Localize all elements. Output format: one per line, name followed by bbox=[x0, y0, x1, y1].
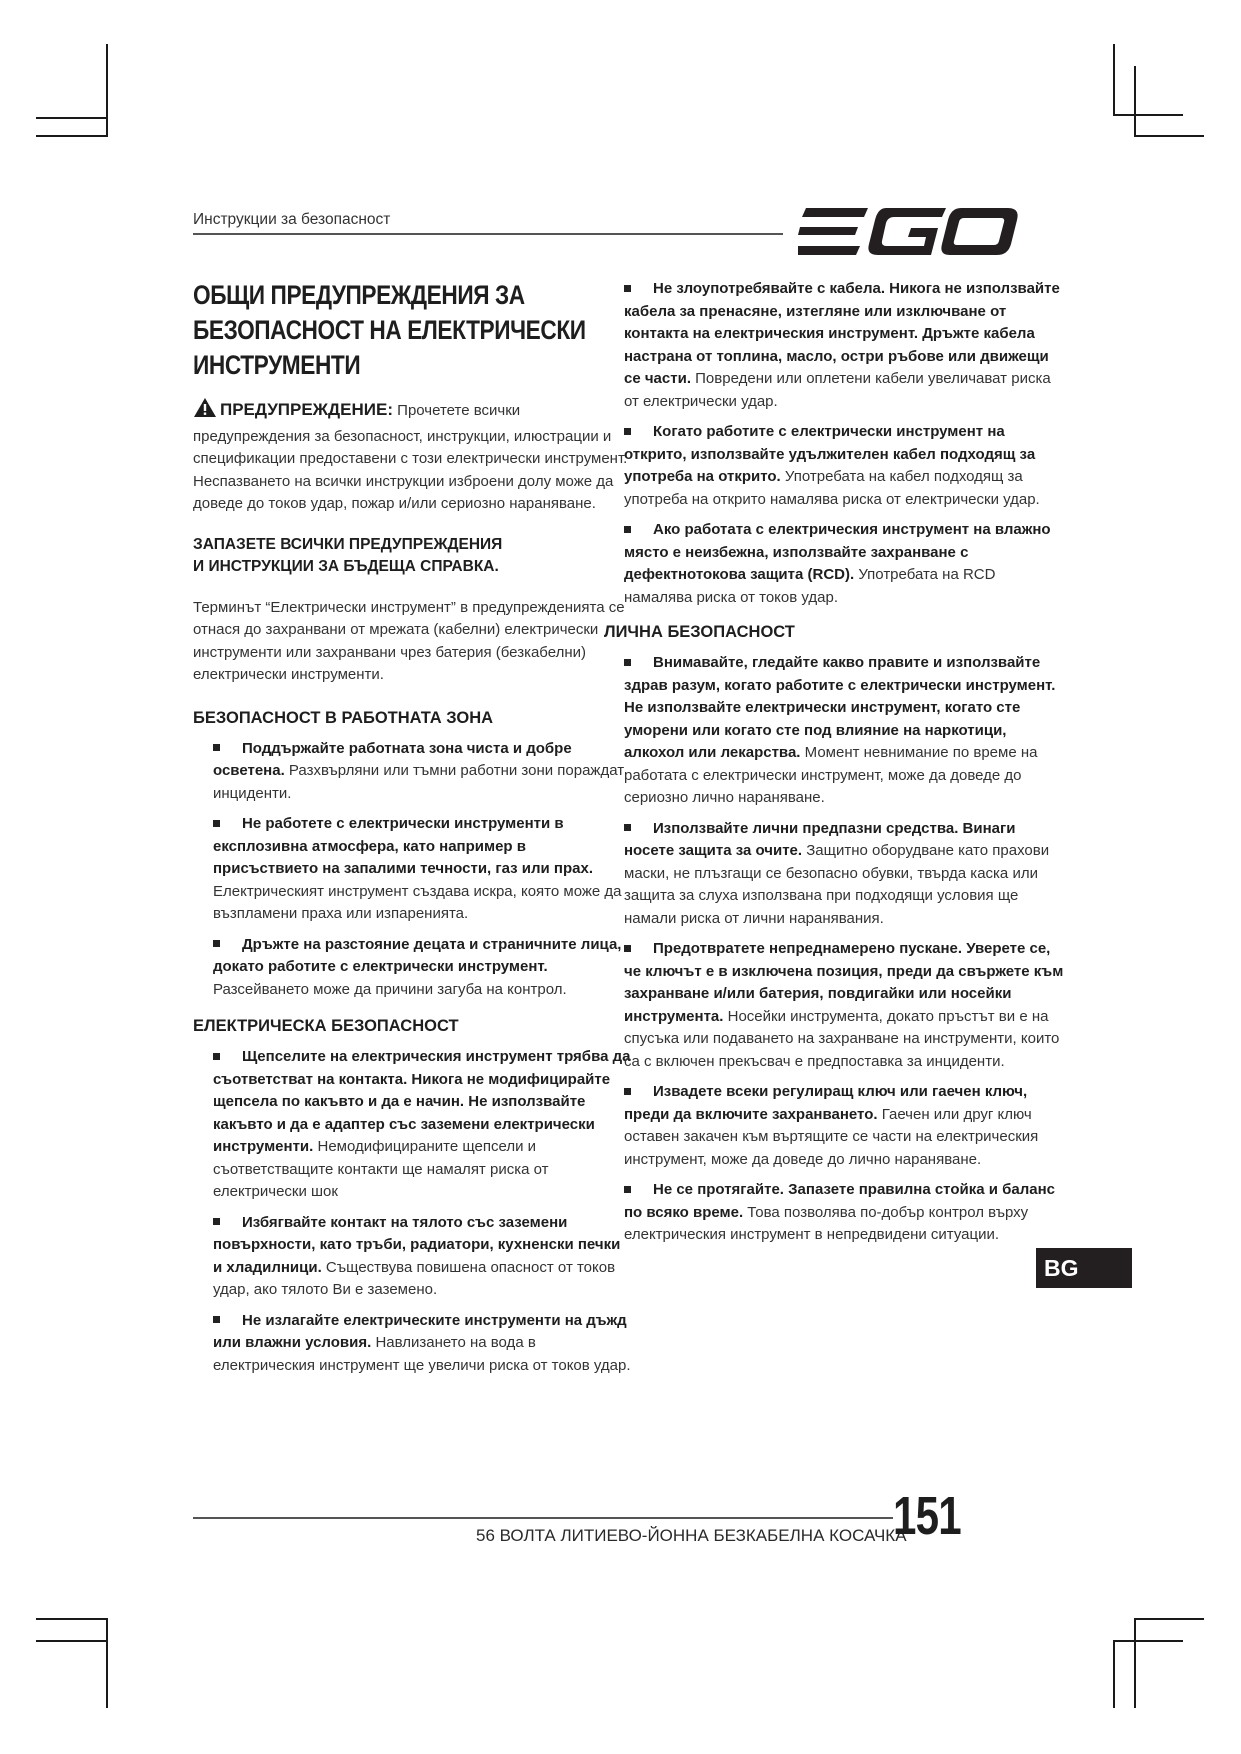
bullet-icon bbox=[624, 285, 631, 292]
bullet-icon bbox=[213, 820, 220, 827]
list-item: Извадете всеки регулиращ ключ или гаечен ключ, преди да включите захранването. Гаечен или друг ключ оставен закачен към въртящите се части на електрическия инструмент, може да доведе до лично нараняване. bbox=[624, 1083, 1039, 1168]
header-rule bbox=[193, 233, 783, 235]
footer-rule bbox=[193, 1517, 893, 1519]
crop-mark bbox=[1113, 1640, 1115, 1708]
list-item: Внимавайте, гледайте какво правите и използвайте здрав разум, когато работите с електрически инструмент. Не използвайте електрически инструмент, когато сте уморени или когато сте под влияние на наркотици, алкохол или лекарства. Момент невнимание по време на работата с електрически инструмент, може да доведе до сериозно лично нараняване. bbox=[624, 654, 1056, 806]
list-item: Щепселите на електрическия инструмент трябва да съответстват на контакта. Никога не модифицирайте щепсела по какъвто и да е начин. Не използвайте какъвто и да е адаптер със заземени електрически инструменти. Немодифицираните щепсели и съответстващите контакти ще намалят риска от електрически шок bbox=[213, 1048, 631, 1200]
crop-mark bbox=[36, 1640, 108, 1642]
crop-mark bbox=[1113, 114, 1183, 116]
crop-mark bbox=[1134, 1618, 1136, 1708]
crop-mark bbox=[1113, 44, 1115, 116]
crop-mark bbox=[36, 1618, 108, 1620]
crop-mark bbox=[1134, 1618, 1204, 1620]
bullet-icon bbox=[213, 1218, 220, 1225]
list-item: Когато работите с електрически инструмент на открито, използвайте удължителен кабел подходящ за употреба на открито. Употребата на кабел подходящ за употреба на открито намалява риска от електрически удар. bbox=[624, 423, 1040, 508]
list-item: Не злоупотребявайте с кабела. Никога не използвайте кабела за пренасяне, изтегляне или изключване от контакта на електрическия инструмент. Дръжте кабела настрана от топлина, масло, остри ръбове или движещи се части. Повредени или оплетени кабели увеличават риска от електрически удар. bbox=[624, 280, 1060, 410]
list-item: Предотвратете непреднамерено пускане. Уверете се, че ключът е в изключена позиция, преди да свържете към захранване и/или батерия, повдигайки или носейки инструмента. Носейки инструмента, докато пръстът ви е на спусъка или подаването на захранване на инструменти, които са с включен прекъсвач е предпоставка за инциденти. bbox=[624, 940, 1064, 1070]
bullet-icon bbox=[213, 744, 220, 751]
bullet-icon bbox=[624, 659, 631, 666]
ego-logo bbox=[798, 204, 1020, 265]
list-item: Не излагайте електрическите инструменти на дъжд или влажни условия. Навлизането на вода в електрическия инструмент ще увеличи риска от токов удар. bbox=[213, 1311, 631, 1374]
list-item: Не се протягайте. Запазете правилна стойка и баланс по всяко време. Това позволява по-добър контрол върху електрическия инструмент в непредвидени ситуации. bbox=[624, 1181, 1055, 1243]
warning-label: ПРЕДУПРЕЖДЕНИЕ: bbox=[220, 400, 393, 419]
warning-text: Прочетете всички предупреждения за безопасност, инструкции, илюстрации и спецификации предоставени с този електрически инструмент. Неспазването на всички инструкции изброени долу може да доведе до токов удар, пожар и/или сериозно нараняване. bbox=[193, 402, 628, 512]
section-title-personal: ЛИЧНА БЕЗОПАСНОСТ bbox=[604, 623, 795, 641]
term-definition: Терминът “Електрически инструмент” в предупрежденията се отнася до захранвани от мрежата (кабелни) електрически инструменти или захранвани чрез батерия (безкабелни) електрически инструменти. bbox=[193, 598, 625, 683]
list-item: Поддържайте работната зона чиста и добре осветена. Разхвърляни или тъмни работни зони пораждат инциденти. bbox=[213, 739, 625, 802]
header-section-label: Инструкции за безопасност bbox=[193, 211, 391, 228]
title-line: ОБЩИ ПРЕДУПРЕЖДЕНИЯ ЗА bbox=[193, 280, 525, 310]
left-column bbox=[193, 278, 633, 1385]
title-line: ИНСТРУМЕНТИ bbox=[193, 350, 361, 380]
list-item: Дръжте на разстояние децата и страничните лица, докато работите с електрически инструмент. Разсейването може да причини загуба на контрол. bbox=[213, 935, 622, 998]
language-tab: BG bbox=[1036, 1248, 1132, 1288]
list-item: Избягвайте контакт на тялото със заземени повърхности, като тръби, радиатори, кухненски печки и хладилници. Съществува повишена опасност от токов удар, ако тялото Ви е заземено. bbox=[213, 1213, 621, 1298]
list-item: Ако работата с електрическия инструмент на влажно място е неизбежна, използвайте захранване с дефектнотокова защита (RCD). Употребата на RCD намалява риска от токов удар. bbox=[624, 521, 1051, 606]
crop-mark bbox=[36, 135, 108, 137]
footer-product-title: 56 ВОЛТА ЛИТИЕВО-ЙОННА БЕЗКАБЕЛНА КОСАЧКА bbox=[476, 1526, 907, 1545]
list-item: Използвайте лични предпазни средства. Винаги носете защита за очите. Защитно оборудване като прахови маски, не плъзгащи се безопасно обувки, твърда каска или защита за слуха използвана при подходящи условия ще намали риска от лични наранявания. bbox=[624, 819, 1050, 927]
page-number: 151 bbox=[893, 1486, 961, 1546]
bullet-icon bbox=[213, 940, 220, 947]
crop-mark bbox=[106, 44, 108, 136]
bullet-icon bbox=[624, 428, 631, 435]
section-title-work-area: БЕЗОПАСНОСТ В РАБОТНАТА ЗОНА bbox=[193, 708, 494, 727]
section-title-electrical: ЕЛЕКТРИЧЕСКА БЕЗОПАСНОСТ bbox=[193, 1017, 459, 1035]
bullet-icon bbox=[624, 945, 631, 952]
bullet-icon bbox=[213, 1053, 220, 1060]
bullet-icon bbox=[624, 824, 631, 831]
bullet-icon bbox=[624, 526, 631, 533]
crop-mark bbox=[1134, 135, 1204, 137]
crop-mark bbox=[106, 1618, 108, 1708]
crop-mark bbox=[1134, 66, 1136, 136]
bullet-icon bbox=[213, 1316, 220, 1323]
right-column bbox=[604, 278, 1064, 1255]
page-title bbox=[193, 278, 630, 383]
warning-block bbox=[193, 397, 633, 516]
list-item: Не работете с електрически инструменти в експлозивна атмосфера, като например в присъствието на запалими течности, газ или прах. Електрическият инструмент създава искра, която може да възпламени праха или изпаренията. bbox=[213, 815, 622, 922]
crop-mark bbox=[1113, 1640, 1183, 1642]
bullet-icon bbox=[624, 1088, 631, 1095]
save-instructions-notice: ЗАПАЗЕТЕ ВСИЧКИ ПРЕДУПРЕЖДЕНИЯ И ИНСТРУКЦИИ ЗА БЪДЕЩА СПРАВКА. bbox=[193, 535, 503, 575]
crop-mark bbox=[36, 117, 108, 119]
bullet-icon bbox=[624, 1186, 631, 1193]
warning-triangle-icon bbox=[193, 397, 217, 426]
title-line: БЕЗОПАСНОСТ НА ЕЛЕКТРИЧЕСКИ bbox=[193, 315, 586, 345]
